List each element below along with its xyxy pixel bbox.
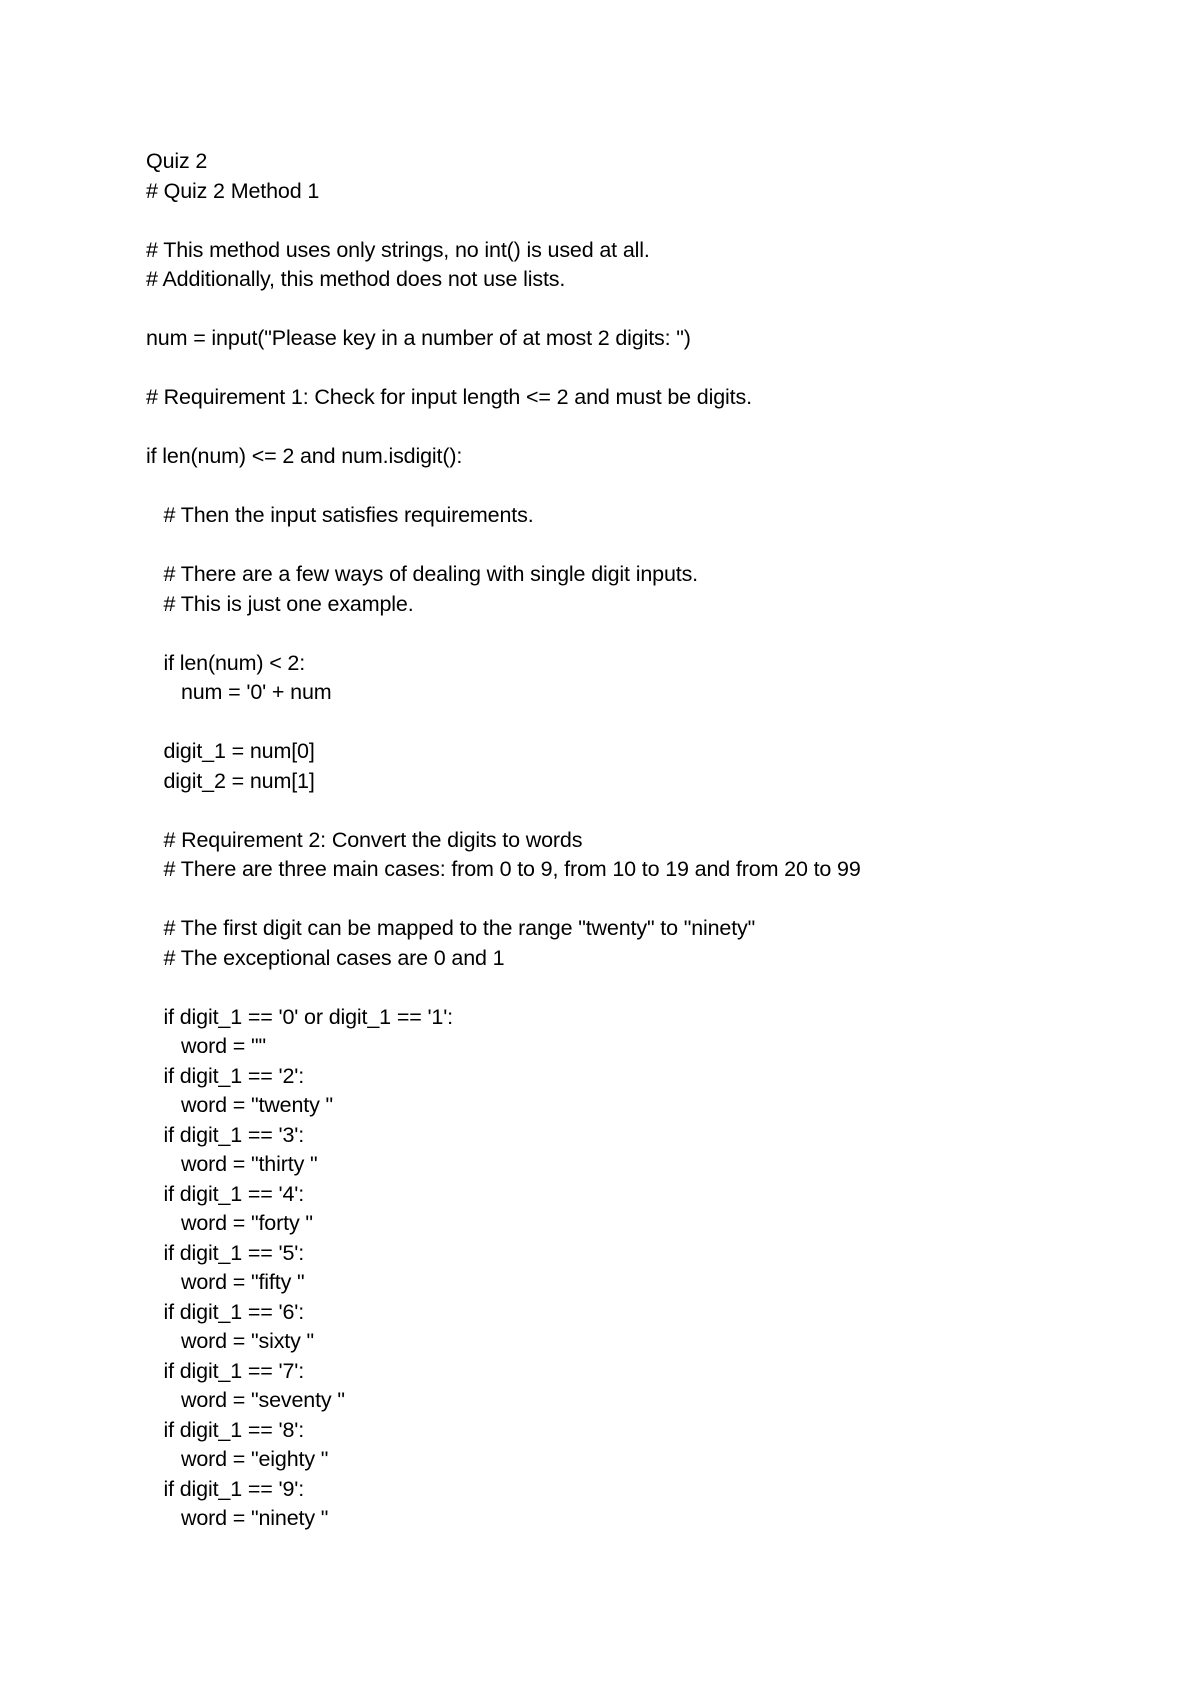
comment-line: # Requirement 1: Check for input length <= 2 and must be digits. xyxy=(146,385,752,409)
code-line: if digit_1 == '0' or digit_1 == '1': xyxy=(146,1004,453,1029)
code-line: digit_1 = num[0] xyxy=(146,739,315,763)
comment-line: # Additionally, this method does not use lists. xyxy=(146,267,566,291)
code-line: if digit_1 == '9': xyxy=(146,1476,305,1501)
code-line: word = "thirty " xyxy=(146,1152,318,1176)
code-line: word = "twenty " xyxy=(146,1093,334,1117)
code-line: word = "eighty " xyxy=(146,1447,329,1471)
comment-line: # Then the input satisfies requirements. xyxy=(146,503,534,527)
document-body xyxy=(146,147,1126,1534)
blank-line xyxy=(146,295,1126,325)
code-line: if len(num) <= 2 and num.isdigit(): xyxy=(146,444,463,468)
comment-line: # The exceptional cases are 0 and 1 xyxy=(146,945,505,970)
blank-line xyxy=(146,796,1126,826)
blank-line xyxy=(146,619,1126,649)
code-line: word = "forty " xyxy=(146,1211,313,1235)
blank-line xyxy=(146,531,1126,561)
code-line: digit_2 = num[1] xyxy=(146,768,315,793)
comment-line: # The first digit can be mapped to the range "twenty" to "ninety" xyxy=(146,916,756,940)
code-line: word = "sixty " xyxy=(146,1329,315,1353)
comment-line: # There are a few ways of dealing with single digit inputs. xyxy=(146,562,698,586)
comment-line: # This is just one example. xyxy=(146,591,414,616)
code-line: if digit_1 == '5': xyxy=(146,1240,305,1265)
comment-line: # Quiz 2 Method 1 xyxy=(146,178,320,203)
code-line: if digit_1 == '2': xyxy=(146,1063,305,1088)
code-line: word = "ninety " xyxy=(146,1506,329,1530)
code-line: if len(num) < 2: xyxy=(146,650,306,675)
code-line: word = "" xyxy=(146,1034,266,1058)
code-line: word = "seventy " xyxy=(146,1388,345,1412)
code-line: if digit_1 == '4': xyxy=(146,1181,305,1206)
code-line: if digit_1 == '6': xyxy=(146,1299,305,1324)
comment-line: # This method uses only strings, no int() is used at all. xyxy=(146,237,650,262)
blank-line xyxy=(146,354,1126,384)
document-title: Quiz 2 xyxy=(146,149,208,173)
comment-line: # There are three main cases: from 0 to 9, from 10 to 19 and from 20 to 99 xyxy=(146,857,861,881)
blank-line xyxy=(146,708,1126,738)
code-line: if digit_1 == '8': xyxy=(146,1417,305,1442)
blank-line xyxy=(146,206,1126,236)
blank-line xyxy=(146,973,1126,1003)
blank-line xyxy=(146,413,1126,443)
blank-line xyxy=(146,472,1126,502)
blank-line xyxy=(146,885,1126,915)
comment-line: # Requirement 2: Convert the digits to words xyxy=(146,827,583,852)
code-listing xyxy=(146,177,1126,1534)
code-line: if digit_1 == '3': xyxy=(146,1122,305,1147)
code-line: word = "fifty " xyxy=(146,1270,305,1294)
code-line: if digit_1 == '7': xyxy=(146,1358,305,1383)
code-line: num = '0' + num xyxy=(146,680,332,704)
code-line: num = input("Please key in a number of at most 2 digits: ") xyxy=(146,326,691,350)
